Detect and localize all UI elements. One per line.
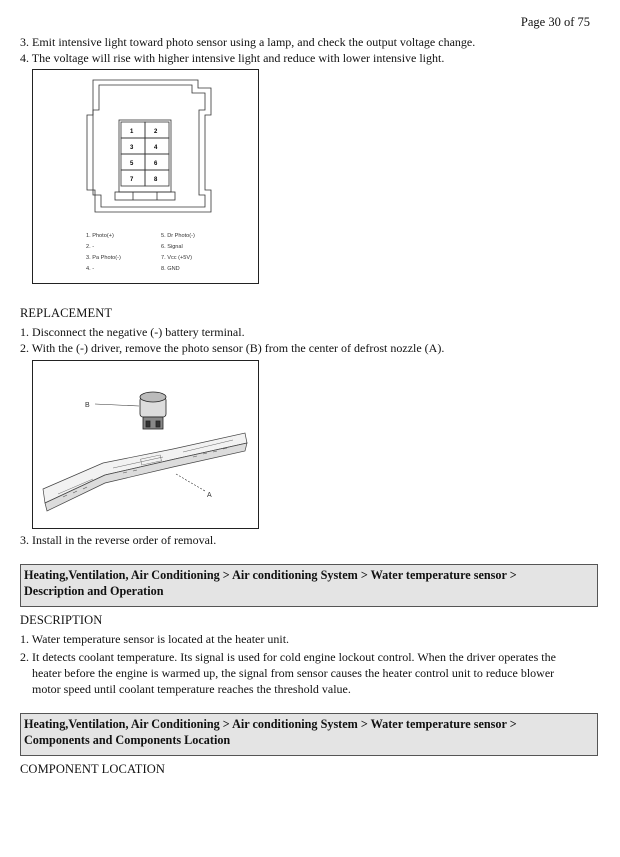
removal-figure: [32, 360, 259, 529]
section-bar-line-1: Heating,Ventilation, Air Conditioning > Air conditioning System > Water temperature sensor >: [24, 568, 517, 582]
section-bar-description: [20, 564, 598, 607]
pin-label-4: 4: [154, 145, 158, 151]
legend-pin-4: 4. -: [86, 266, 95, 272]
legend-pin-8: 8. GND: [161, 266, 180, 272]
connector-diagram: [33, 70, 258, 283]
legend-pin-7: 7. Vcc (+5V): [161, 255, 192, 261]
pin-label-5: 5: [130, 161, 134, 167]
replacement-step-2: 2. With the (-) driver, remove the photo sensor (B) from the center of defrost nozzle (A).: [20, 341, 445, 355]
step-4-voltage-rise: 4. The voltage will rise with higher intensive light and reduce with lower intensive light.: [20, 51, 445, 65]
section-bar-line-2: Components and Components Location: [24, 733, 231, 747]
legend-pin-5: 5. Dr Photo(-): [161, 233, 195, 239]
description-item-1: 1. Water temperature sensor is located at the heater unit.: [20, 632, 290, 646]
defrost-nozzle-diagram: [33, 361, 258, 528]
pin-label-3: 3: [130, 145, 134, 151]
pin-label-6: 6: [154, 161, 158, 167]
legend-pin-1: 1. Photo(+): [86, 233, 114, 239]
description-item-2-line-1: 2. It detects coolant temperature. Its signal is used for cold engine lockout control. When the driver operates the: [20, 650, 556, 664]
pin-label-2: 2: [154, 129, 158, 135]
replacement-step-3: 3. Install in the reverse order of removal.: [20, 533, 217, 547]
replacement-step-1: 1. Disconnect the negative (-) battery terminal.: [20, 325, 245, 339]
component-location-heading: COMPONENT LOCATION: [20, 762, 165, 776]
legend-pin-3: 3. Pa Photo(-): [86, 255, 121, 261]
pin-label-1: 1: [130, 129, 134, 135]
section-bar-components: [20, 713, 598, 756]
pin-label-7: 7: [130, 177, 134, 183]
page-number: Page 30 of 75: [520, 15, 590, 29]
step-3-emit-light: 3. Emit intensive light toward photo sensor using a lamp, and check the output voltage change.: [20, 35, 476, 49]
label-b: B: [85, 402, 90, 409]
description-item-2-line-2: heater before the engine is warmed up, the signal from sensor causes the heater control unit to reduce blower: [32, 666, 555, 680]
pin-label-8: 8: [154, 177, 158, 183]
description-item-2-line-3: motor speed until coolant temperature reaches the threshold value.: [32, 682, 351, 696]
legend-pin-2: 2. -: [86, 244, 95, 250]
replacement-heading: REPLACEMENT: [20, 306, 113, 320]
section-bar-line-1: Heating,Ventilation, Air Conditioning > Air conditioning System > Water temperature sensor >: [24, 717, 517, 731]
description-heading: DESCRIPTION: [20, 613, 103, 627]
connector-figure: [32, 69, 259, 284]
legend-pin-6: 6. Signal: [161, 244, 183, 250]
label-a: A: [207, 492, 212, 499]
section-bar-line-2: Description and Operation: [24, 584, 164, 598]
